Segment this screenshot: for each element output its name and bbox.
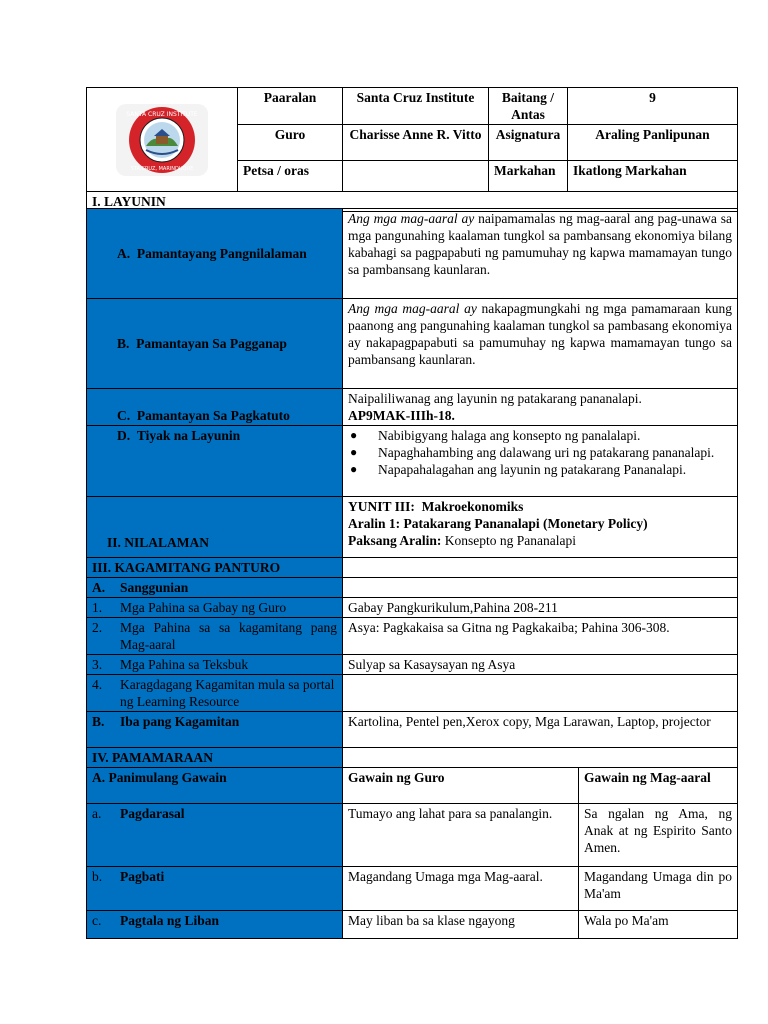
sanggunian-num: A. bbox=[92, 580, 106, 595]
iba-pang-kagamitan-value: Kartolina, Pentel pen,Xerox copy, Mga Larawan, Laptop, projector bbox=[343, 712, 738, 748]
gawain-ng-guro-header: Gawain ng Guro bbox=[343, 768, 579, 804]
paaralan-value: Santa Cruz Institute bbox=[343, 88, 489, 125]
row-num: B. bbox=[92, 714, 105, 729]
gawain-ng-mag-aaral-header: Gawain ng Mag-aaral bbox=[579, 768, 738, 804]
pagtala-ng-liban-mag-aaral: Wala po Ma'am bbox=[579, 911, 738, 939]
sanggunian-empty bbox=[343, 578, 738, 598]
petsa-label: Petsa / oras bbox=[238, 161, 343, 192]
b-body: nakapagmungkahi ng mga pamamaraan kung paanong ang pangunahing kaalaman tungkol sa pambasang ekonomiya ay nakapagpapabuti sa pamumuhay ng kapwa mamamayan tungo sa pambansang kaunlaran. bbox=[348, 301, 732, 367]
kagamitan-heading-empty bbox=[343, 558, 738, 578]
teksbuk-label-cell bbox=[87, 655, 343, 675]
paaralan-label: Paaralan bbox=[238, 88, 343, 125]
iba-pang-kagamitan-label-cell bbox=[87, 712, 343, 748]
pagtala-ng-liban-label-cell bbox=[87, 911, 343, 939]
b-lead: Ang mga mag-aaral ay bbox=[348, 301, 477, 316]
c-body: Naipaliliwanag ang layunin ng patakarang pananalapi. bbox=[348, 391, 642, 406]
pamantayang-pangnilalaman-text bbox=[343, 209, 738, 299]
gabay-value: Gabay Pangkurikulum,Pahina 208-211 bbox=[343, 598, 738, 618]
yunit: YUNIT III: Makroekonomiks bbox=[348, 499, 524, 514]
row-label: Mga Pahina sa Teksbuk bbox=[120, 657, 249, 672]
nilalaman-label: II. NILALAMAN bbox=[87, 497, 343, 558]
tiyak-na-layunin-list bbox=[343, 426, 738, 497]
kagamitang-mag-aaral-label-cell bbox=[87, 618, 343, 655]
logo-text-bottom: STA.CRUZ, MARINDUQUE bbox=[130, 165, 194, 172]
a-body: naipamamalas ng mag-aaral ang pag-unawa sa mga pangunahing kaalaman tungkol sa pambansang ekonomiya bilang kabahagi sa pagpapabuti ng pamumuhay ng kapwa mamamayan tungo sa pambansang kaunlaran. bbox=[348, 211, 732, 277]
pagbati-label-cell bbox=[87, 867, 343, 911]
guro-label: Guro bbox=[238, 125, 343, 161]
row-label: Pagbati bbox=[120, 869, 165, 884]
layunin-item: ● Nabibigyang halaga ang konsepto ng panalalapi. bbox=[348, 427, 732, 444]
gabay-label-cell bbox=[87, 598, 343, 618]
pamamaraan-heading-empty bbox=[343, 748, 738, 768]
row-num: 1. bbox=[92, 600, 103, 615]
row-label: Pagdarasal bbox=[120, 806, 185, 821]
kagamitang-mag-aaral-value: Asya: Pagkakaisa sa Gitna ng Pagkakaiba; Pahina 306-308. bbox=[343, 618, 738, 655]
baitang-label: Baitang / Antas bbox=[489, 88, 568, 125]
sanggunian-row bbox=[87, 578, 343, 598]
pamantayan-sa-pagganap-label: B. Pamantayan Sa Pagganap bbox=[87, 299, 343, 389]
pagbati-guro: Magandang Umaga mga Mag-aaral. bbox=[343, 867, 579, 911]
pamantayan-sa-pagganap-text bbox=[343, 299, 738, 389]
main-table bbox=[86, 208, 738, 939]
row-label: Mga Pahina sa Gabay ng Guro bbox=[120, 600, 287, 615]
teksbuk-value: Sulyap sa Kasaysayan ng Asya bbox=[343, 655, 738, 675]
pagbati-mag-aaral: Magandang Umaga din po Ma'am bbox=[579, 867, 738, 911]
tiyak-na-layunin-label: D. Tiyak na Layunin bbox=[87, 426, 343, 497]
nilalaman-content bbox=[343, 497, 738, 558]
pamamaraan-heading: IV. PAMAMARAAN bbox=[87, 748, 343, 768]
pamantayan-sa-pagkatuto-text bbox=[343, 389, 738, 426]
learning-resource-value bbox=[343, 675, 738, 712]
header-table bbox=[86, 87, 738, 212]
row-num: b. bbox=[92, 869, 103, 884]
asignatura-value: Araling Panlipunan bbox=[568, 125, 738, 161]
pagdarasal-guro: Tumayo ang lahat para sa panalangin. bbox=[343, 804, 579, 867]
kagamitan-heading: III. KAGAMITANG PANTURO bbox=[87, 558, 343, 578]
pamantayan-sa-pagkatuto-label: C. Pamantayan Sa Pagkatuto bbox=[87, 389, 343, 426]
row-num: a. bbox=[92, 806, 102, 821]
row-num: 3. bbox=[92, 657, 103, 672]
pagdarasal-label-cell bbox=[87, 804, 343, 867]
sanggunian-label: Sanggunian bbox=[120, 580, 189, 595]
paksa-value: Konsepto ng Pananalapi bbox=[441, 533, 577, 548]
layunin-heading: I. LAYUNIN bbox=[87, 192, 738, 212]
guro-value: Charisse Anne R. Vitto bbox=[343, 125, 489, 161]
pagdarasal-mag-aaral: Sa ngalan ng Ama, ng Anak at ng Espirito Santo Amen. bbox=[579, 804, 738, 867]
panimulang-gawain-label: A. Panimulang Gawain bbox=[87, 768, 343, 804]
paksa-label: Paksang Aralin: bbox=[348, 533, 442, 548]
row-label: Iba pang Kagamitan bbox=[120, 714, 240, 729]
row-num: 2. bbox=[92, 620, 103, 635]
pagtala-ng-liban-guro: May liban ba sa klase ngayong bbox=[343, 911, 579, 939]
row-num: c. bbox=[92, 913, 102, 928]
a-lead: Ang mga mag-aaral ay bbox=[348, 211, 475, 226]
petsa-value bbox=[343, 161, 489, 192]
school-logo bbox=[116, 104, 208, 176]
pamantayang-pangnilalaman-label: A. Pamantayang Pangnilalaman bbox=[87, 209, 343, 299]
logo-cell bbox=[87, 88, 238, 192]
layunin-item: ● Napaghahambing ang dalawang uri ng patakarang pananalapi. bbox=[348, 444, 732, 461]
row-num: 4. bbox=[92, 677, 103, 692]
markahan-label: Markahan bbox=[489, 161, 568, 192]
markahan-value: Ikatlong Markahan bbox=[568, 161, 738, 192]
asignatura-label: Asignatura bbox=[489, 125, 568, 161]
layunin-item: ● Napapahalagahan ang layunin ng patakarang Pananalapi. bbox=[348, 461, 732, 478]
logo-text-top: SANTA CRUZ INSTITUTE bbox=[126, 110, 198, 118]
c-code: AP9MAK-IIIh-18. bbox=[348, 408, 455, 423]
baitang-value: 9 bbox=[568, 88, 738, 125]
aralin: Aralin 1: Patakarang Pananalapi (Monetary Policy) bbox=[348, 516, 648, 531]
row-label: Pagtala ng Liban bbox=[120, 913, 220, 928]
row-label: Mga Pahina sa sa kagamitang pang Mag-aaral bbox=[120, 620, 337, 652]
learning-resource-label-cell bbox=[87, 675, 343, 712]
row-label: Karagdagang Kagamitan mula sa portal ng Learning Resource bbox=[120, 677, 335, 709]
